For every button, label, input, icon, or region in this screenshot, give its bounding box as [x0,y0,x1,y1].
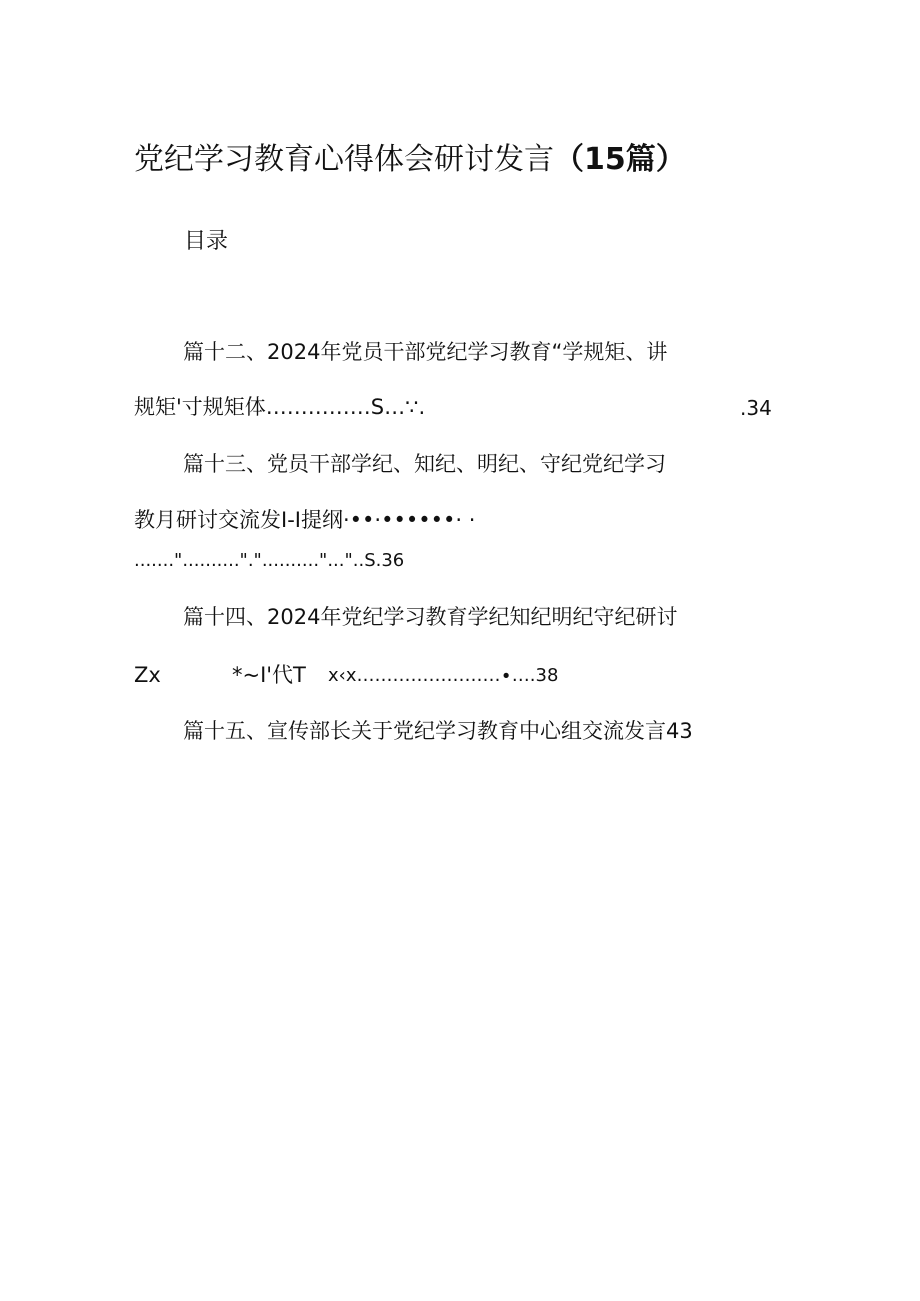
toc-entry-13-line3: ......."..........".".........."..."..S.36 [134,550,405,571]
toc-heading: 目录 [184,229,229,254]
document-title [134,140,686,180]
toc-entry-13-line1: 篇十三、党员干部学纪、知纪、明纪、守纪党纪学习 [183,452,666,476]
toc-entry-14-line2a: Zx [134,663,161,687]
toc-entry-14-line2c: x‹x……………………∙….38 [328,665,559,686]
toc-entry-12-line2: 规矩'寸规矩体……………S…∵. [134,395,426,419]
toc-entry-15-line1: 篇十五、宣传部长关于党纪学习教育中心组交流发言43 [183,719,693,743]
toc-entry-12-page: .34 [740,396,772,420]
toc-entry-12-line1: 篇十二、2024年党员干部党纪学习教育“学规矩、讲 [183,340,668,364]
toc-entry-14-line1: 篇十四、2024年党纪学习教育学纪知纪明纪守纪研讨 [183,605,678,629]
toc-entry-14-line2b: *~I'代T [232,663,306,687]
title-count: （15篇） [554,142,686,177]
toc-entry-13-line2: 教月研讨交流发I-I提纲·••·••••••· · [134,508,476,532]
title-main: 党纪学习教育心得体会研讨发言 [134,142,554,177]
